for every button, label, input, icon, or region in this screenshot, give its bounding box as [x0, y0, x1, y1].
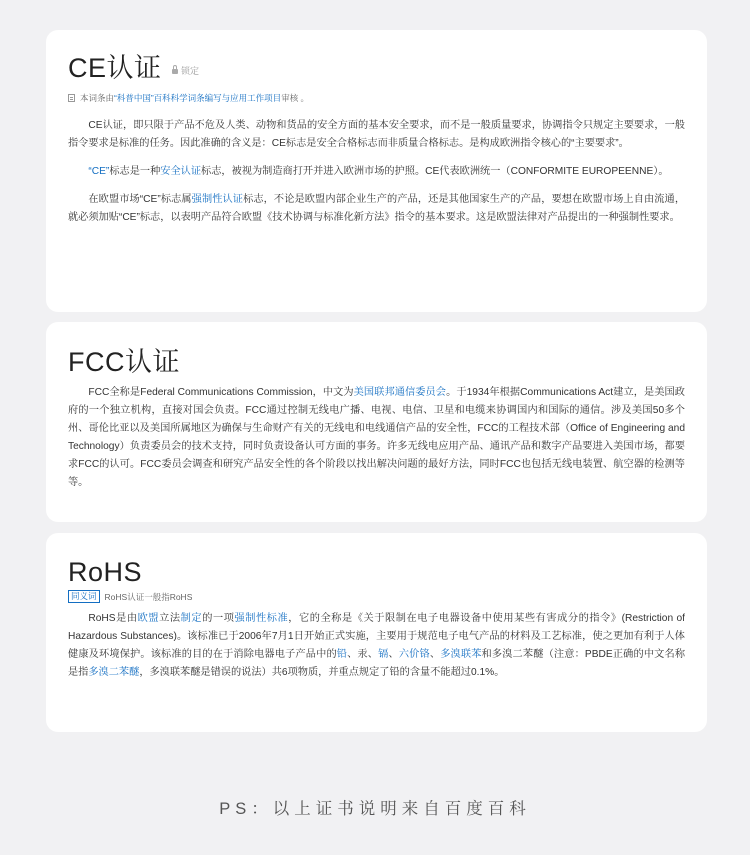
ce-title: CE认证	[68, 53, 162, 83]
review-note	[68, 92, 685, 104]
rohs-paragraph	[68, 610, 685, 682]
rohs-text-4: ，它的全称是《关于限制在电子电器设备中使用某些有害成分的指令》(Restriction of Hazardous Substances)。该标准已于2006年7月1日开始正式实施，主要用于规范电子电气产品的材料及工艺标准，使之更加有利于人体健康及环境保护。该标准的目的在于消除电器电子产品中的	[68, 613, 686, 660]
document-icon	[68, 94, 75, 102]
rohs-text-5: 、汞、	[347, 649, 379, 660]
fcc-text-a: FCC全称是Federal Communications Commission，中文为	[88, 387, 354, 398]
ce-p2-text-b: 标志，被视为制造商打开并进入欧洲市场的护照。CE代表欧洲统一（CONFORMITE EUROPEENNE）。	[201, 166, 669, 177]
synonym-text: RoHS认证一般指RoHS	[104, 591, 193, 602]
ce-p3-text-b: 标志，不论是欧盟内部企业生产的产品，还是其他国家生产的产品，要想在欧盟市场上自由流通，就必须加贴“CE”标志，以表明产品符合欧盟《技术协调与标准化新方法》指令的基本要求。这是欧盟法律对产品提出的一种强制性要求。	[68, 194, 686, 223]
review-prefix: 本词条由	[80, 93, 115, 103]
ce-section-card	[46, 30, 707, 312]
fcc-paragraph	[68, 384, 685, 492]
rohs-text-3: 的一项	[202, 613, 235, 624]
synonym-tag[interactable]: 同义词	[68, 590, 100, 603]
mandatory-standard-link[interactable]: 强制性标准	[234, 613, 289, 624]
mandatory-cert-link[interactable]: 强制性认证	[191, 194, 244, 205]
source-footnote: PS：以上证书说明来自百度百科	[219, 800, 531, 818]
fcc-text-b: 。于1934年根据Communications Act建立，是美国政府的一个独立机构，直接对国会负责。FCC通过控制无线电广播、电视、电信、卫星和电缆来协调国内和国际的通信。涉及美国50多个州、哥伦比亚以及美国所属地区为确保与生命财产有关的无线电和电线通信产品的安全性，FCC的工程技术部（Office of Engineering and Technology）负责委员会的技术支持，同时负责设备认可方面的事务。许多无线电应用产品、通讯产品和数字产品要进入美国市场，都要求FCC的认可。FCC委员会调查和研究产品安全性的各个阶段以找出解决问题的最好方法，同时FCC也包括无线电装置、航空器的检测等等。	[68, 387, 685, 488]
hexavalent-chromium-link[interactable]: 六价铬	[398, 649, 430, 660]
rohs-text-1: RoHS是由	[88, 613, 138, 624]
pbde-link[interactable]: 多溴二苯醚	[88, 667, 140, 678]
rohs-text-7: 、	[429, 649, 441, 660]
safety-cert-link[interactable]: 安全认证	[160, 166, 202, 177]
ce-p2-text-a: 标志是一种	[109, 166, 161, 177]
fcc-section-card	[46, 322, 707, 522]
eu-link[interactable]: 欧盟	[137, 613, 160, 624]
formulate-link[interactable]: 制定	[180, 613, 203, 624]
rohs-section-card	[46, 533, 707, 732]
synonym-note	[68, 590, 685, 603]
rohs-text-2: 立法	[159, 613, 181, 624]
review-project-link[interactable]: “科普中国”百科科学词条编写与应用工作项目	[114, 93, 282, 103]
rohs-text-6: 、	[388, 649, 399, 660]
rohs-text-9: ，多溴联苯醚是错误的说法）共6项物质，并重点规定了铅的含量不能超过0.1%。	[139, 667, 505, 678]
ce-p3-text-a: 在欧盟市场“CE”标志属	[88, 194, 192, 205]
ce-paragraph-1: CE认证，即只限于产品不危及人类、动物和货品的安全方面的基本安全要求，而不是一般质量要求，协调指令只规定主要要求，一般指令要求是标准的任务。因此准确的含义是：CE标志是安全合格标志而非质量合格标志。是构成欧洲指令核心的“主要要求”。	[68, 120, 685, 149]
pbb-link[interactable]: 多溴联苯	[440, 649, 482, 660]
lock-icon	[172, 69, 178, 74]
lock-label: 锁定	[180, 65, 199, 76]
ce-mark-link[interactable]: “CE”	[88, 166, 110, 177]
rohs-title: RoHS	[68, 557, 143, 587]
rohs-text-8: 和多溴二苯醚（注意：PBDE正确的中文名称是指	[68, 649, 686, 678]
ce-paragraph-2	[68, 163, 685, 181]
review-suffix: 审核 。	[281, 93, 310, 103]
ce-paragraph-3	[68, 191, 685, 227]
fcc-title: FCC认证	[68, 347, 180, 377]
fcc-commission-link[interactable]: 美国联邦通信委员会	[353, 387, 447, 398]
lead-link[interactable]: 铅	[336, 649, 348, 660]
lock-badge[interactable]	[172, 64, 199, 77]
cadmium-link[interactable]: 镉	[378, 649, 389, 660]
